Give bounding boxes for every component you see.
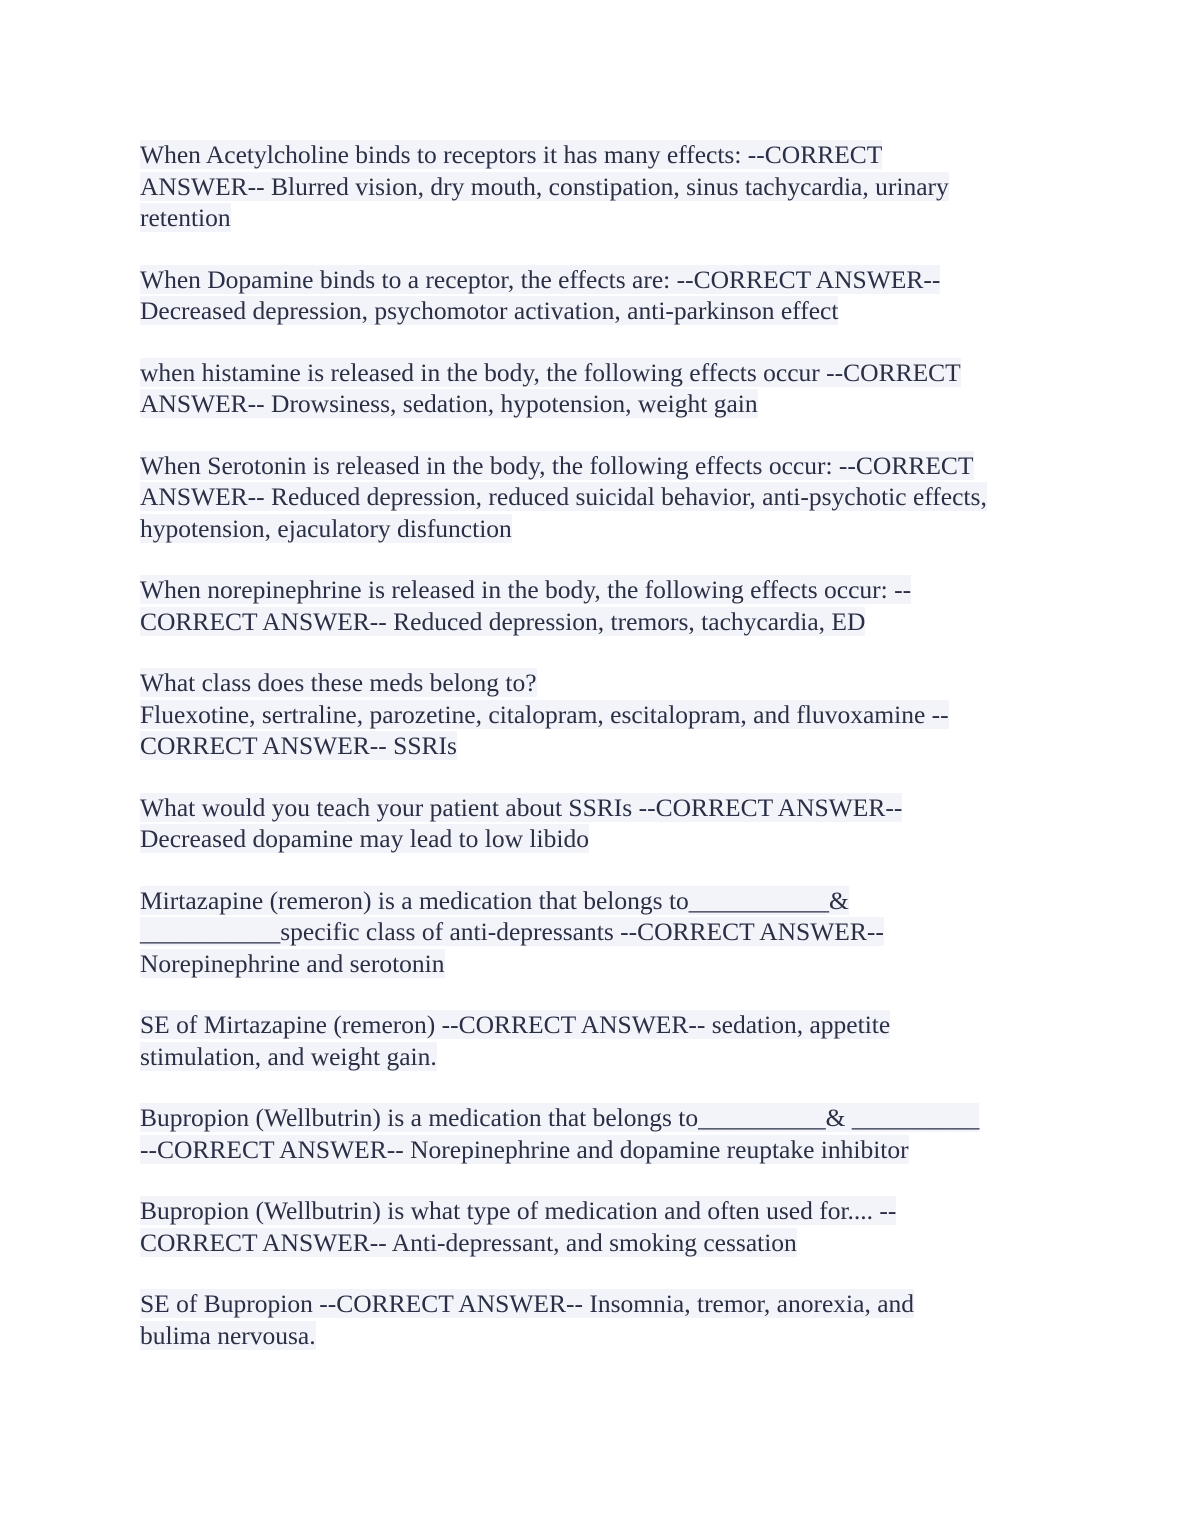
text-line: --CORRECT ANSWER-- Norepinephrine and dopamine reuptake inhibitor [140, 1134, 909, 1164]
text-line: SE of Mirtazapine (remeron) --CORRECT ANSWER-- sedation, appetite [140, 1010, 891, 1039]
qa-item-norepinephrine [140, 574, 1055, 637]
text-line: ___________specific class of anti-depressants --CORRECT ANSWER-- [140, 917, 884, 946]
text-line: CORRECT ANSWER-- Anti-depressant, and smoking cessation [140, 1227, 797, 1257]
text-line: Fluexotine, sertraline, parozetine, citalopram, escitalopram, and fluvoxamine -- [140, 699, 949, 729]
text-line: stimulation, and weight gain. [140, 1041, 437, 1071]
text-line: Decreased depression, psychomotor activation, anti-parkinson effect [140, 296, 839, 325]
text-line: Bupropion (Wellbutrin) is a medication that belongs to__________& __________ [140, 1103, 980, 1132]
text-line: CORRECT ANSWER-- Reduced depression, tremors, tachycardia, ED [140, 606, 866, 636]
text-line: When Dopamine binds to a receptor, the effects are: --CORRECT ANSWER-- [140, 264, 941, 294]
text-line: When Serotonin is released in the body, the following effects occur: --CORRECT [140, 450, 974, 480]
text-line: ANSWER-- Blurred vision, dry mouth, constipation, sinus tachycardia, urinary [140, 171, 949, 201]
text-line: ANSWER-- Drowsiness, sedation, hypotension, weight gain [140, 389, 758, 418]
text-line: When norepinephrine is released in the body, the following effects occur: -- [140, 575, 912, 604]
qa-item-mirtazapine-class [140, 885, 1055, 980]
text-line: hypotension, ejaculatory disfunction [140, 513, 512, 543]
text-line: When Acetylcholine binds to receptors it has many effects: --CORRECT [140, 140, 883, 169]
text-line: SE of Bupropion --CORRECT ANSWER-- Insomnia, tremor, anorexia, and [140, 1289, 915, 1318]
qa-item-bupropion-class [140, 1102, 1055, 1165]
text-line: Bupropion (Wellbutrin) is what type of medication and often used for.... -- [140, 1196, 897, 1225]
text-line: bulima nervousa. [140, 1320, 316, 1350]
qa-item-bupropion-type [140, 1195, 1055, 1258]
qa-item-serotonin [140, 450, 1055, 545]
qa-item-ssri-teaching [140, 792, 1055, 855]
text-line: Norepinephrine and serotonin [140, 948, 445, 978]
qa-item-ssri-class [140, 667, 1055, 762]
document-body [140, 139, 1055, 1381]
text-line: retention [140, 203, 231, 232]
text-line: Decreased dopamine may lead to low libido [140, 824, 589, 853]
qa-item-bupropion-se [140, 1288, 1055, 1351]
qa-item-dopamine [140, 264, 1055, 327]
text-line: What would you teach your patient about SSRIs --CORRECT ANSWER-- [140, 792, 903, 822]
text-line: Mirtazapine (remeron) is a medication that belongs to___________& [140, 885, 849, 915]
text-line: CORRECT ANSWER-- SSRIs [140, 731, 457, 760]
qa-item-histamine [140, 357, 1055, 420]
qa-item-mirtazapine-se [140, 1009, 1055, 1072]
qa-item-acetylcholine [140, 139, 1055, 234]
text-line: ANSWER-- Reduced depression, reduced suicidal behavior, anti-psychotic effects, [140, 482, 987, 511]
text-line: when histamine is released in the body, the following effects occur --CORRECT [140, 357, 961, 387]
text-line: What class does these meds belong to? [140, 668, 537, 697]
